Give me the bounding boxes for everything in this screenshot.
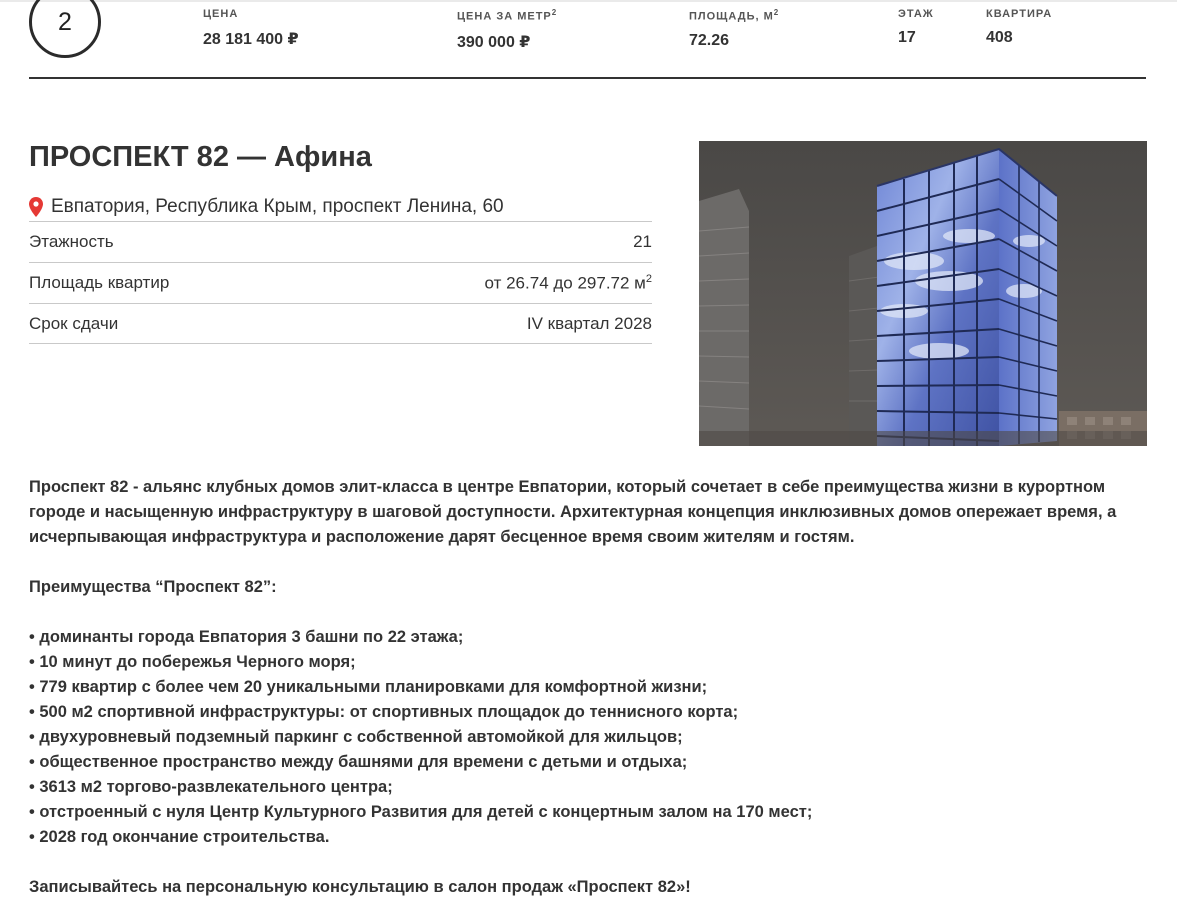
consultation-cta: Записывайтесь на персональную консультацию в салон продаж «Проспект 82»! [29, 878, 691, 896]
header-divider [29, 77, 1146, 79]
property-value: 21 [633, 232, 652, 251]
stat-price-value: 28 181 400 ₽ [203, 31, 299, 48]
stat-floor [898, 8, 934, 47]
stat-area [689, 8, 779, 50]
stat-price [203, 8, 299, 49]
list-item: • отстроенный с нуля Центр Культурного Развития для детей с концертным залом на 170 мест; [29, 803, 813, 821]
project-title: ПРОСПЕКТ 82 — Афина [29, 141, 372, 173]
building-photo[interactable] [699, 141, 1147, 446]
stat-price-per-meter-label: ЦЕНА ЗА МЕТР$^2$ [457, 8, 558, 23]
stat-area-value: 72.26 [689, 31, 730, 49]
list-item: • 10 минут до побережья Черного моря; [29, 653, 356, 671]
property-row [29, 303, 652, 344]
list-item: • доминанты города Евпатория 3 башни по 22 этажа; [29, 628, 464, 646]
project-description [29, 475, 1129, 901]
project-properties-table [29, 221, 652, 344]
project-address[interactable] [29, 196, 504, 218]
stat-price-per-meter [457, 8, 557, 52]
list-item: • 500 м2 спортивной инфраструктуры: от спортивных площадок до теннисного корта; [29, 703, 739, 721]
property-value: от 26.74 до 297.72 $м^2$ [484, 272, 652, 293]
advantages-title: Преимущества “Проспект 82”: [29, 578, 277, 596]
stat-area-label: ПЛОЩАДЬ, $М^2$ [689, 8, 780, 23]
apartment-number: 2 [58, 7, 72, 36]
property-label: Срок сдачи [29, 313, 119, 333]
list-item: • общественное пространство между башнями для времени с детьми и отдыха; [29, 753, 688, 771]
property-value: IV квартал 2028 [526, 313, 652, 333]
stat-apartment-label: КВАРТИРА [986, 8, 1053, 20]
property-label: Площадь квартир [29, 273, 170, 292]
description-intro: Проспект 82 - альянс клубных домов элит-класса в центре Евпатории, который сочетает в себе преимущества жизни в курортном городе и насыщенную инфраструктуру в шаговой доступности. Архитектурная концепция инклюзивных домов опережает время, а исчерпывающая инфраструктура и расположение дарят бесценное время своим жителям и гостям. [29, 478, 1117, 546]
stat-apartment-value: 408 [986, 29, 1013, 46]
property-label: Этажность [29, 232, 114, 251]
list-item: • 3613 м2 торгово-развлекательного центра; [29, 778, 393, 796]
apartment-summary-header [0, 0, 1177, 80]
list-item: • 2028 год окончание строительства. [29, 828, 330, 846]
advantages-list [29, 625, 1129, 850]
address-text: Евпатория, Республика Крым, проспект Ленина, 60 [51, 196, 504, 217]
stat-apartment [986, 8, 1052, 47]
stat-floor-value: 17 [898, 29, 916, 46]
property-row [29, 262, 652, 303]
stat-floor-label: ЭТАЖ [898, 8, 934, 20]
list-item: • 779 квартир с более чем 20 уникальными планировками для комфортной жизни; [29, 678, 708, 696]
list-item: • двухуровневый подземный паркинг с собственной автомойкой для жильцов; [29, 728, 683, 746]
stat-price-label: ЦЕНА [203, 8, 239, 20]
apartment-number-badge [29, 0, 101, 58]
building-illustration [699, 141, 1147, 446]
map-pin-icon [29, 197, 43, 217]
property-row [29, 221, 652, 262]
stat-price-per-meter-value: 390 000 ₽ [457, 33, 531, 51]
